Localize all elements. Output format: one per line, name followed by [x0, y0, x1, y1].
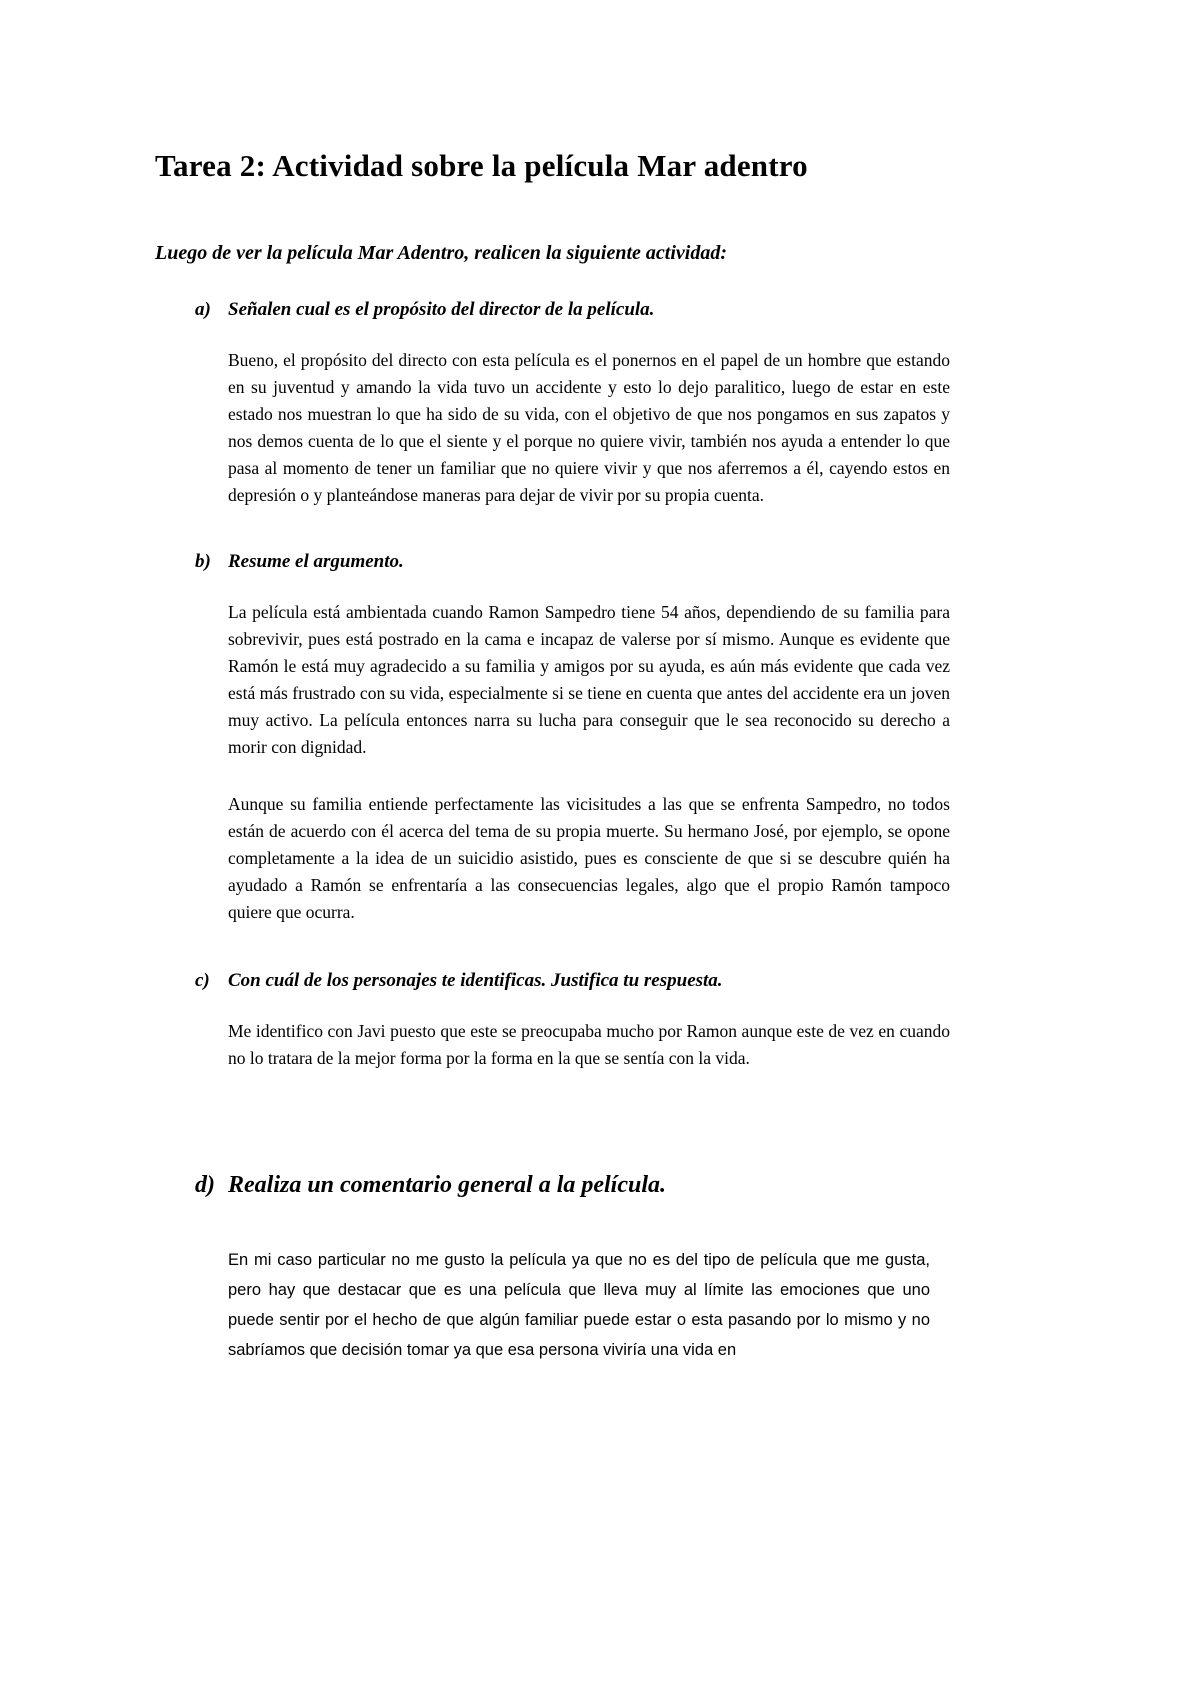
item-d-heading: Realiza un comentario general a la película.	[228, 1172, 667, 1198]
item-d-paragraph: En mi caso particular no me gusto la película ya que no es del tipo de película que me gusta, pero hay que destacar que es una película que lleva muy al límite las emociones que uno puede sentir por el hecho de que algún familiar puede estar o esta pasando por lo mismo y no sabríamos que decisión tomar ya que esa persona viviría una vida en	[228, 1251, 930, 1359]
item-c-heading-row	[155, 970, 960, 992]
item-b-label: b)	[195, 551, 211, 572]
item-b-paragraph-1: La película está ambientada cuando Ramon Sampedro tiene 54 años, dependiendo de su familia para sobrevivir, pues está postrado en la cama e incapaz de valerse por sí mismo. Aunque es evidente que Ramón le está muy agradecido a su familia y amigos por su ayuda, es aún más evidente que cada vez está más frustrado con su vida, especialmente si se tiene en cuenta que antes del accidente era un joven muy activo. La película entonces narra su lucha para conseguir que le sea reconocido su derecho a morir con dignidad.	[228, 602, 950, 757]
item-c	[155, 970, 960, 1072]
item-c-label: c)	[195, 970, 210, 991]
item-d-label: d)	[195, 1172, 215, 1198]
item-a-label: a)	[195, 299, 211, 320]
item-b-paragraph-2: Aunque su familia entiende perfectamente las vicisitudes a las que se enfrenta Sampedro, no todos están de acuerdo con él acerca del tema de su propia muerte. Su hermano José, por ejemplo, se opone completamente a la idea de un suicidio asistido, pues es consciente de que si se descubre quién ha ayudado a Ramón se enfrentaría a las consecuencias legales, algo que el propio Ramón tampoco quiere que ocurra.	[228, 794, 950, 922]
spacer	[155, 539, 960, 551]
item-a-heading-row	[155, 299, 960, 321]
item-d	[155, 1172, 960, 1365]
item-a-heading: Señalen cual es el propósito del director de la película.	[228, 299, 655, 320]
item-a-paragraph: Bueno, el propósito del directo con esta película es el ponernos en el papel de un hombre que estando en su juventud y amando la vida tuvo un accidente y esto lo dejo paralitico, luego de estar en este estado nos muestran lo que ha sido de su vida, con el objetivo de que nos pongamos en sus zapatos y nos demos cuenta de lo que el siente y el porque no quiere vivir, también nos ayuda a entender lo que pasa al momento de tener un familiar que no quiere vivir y que nos aferremos a él, cayendo estos en depresión o y planteándose maneras para dejar de vivir por su propia cuenta.	[228, 350, 950, 505]
spacer	[155, 956, 960, 970]
assignment-title: Tarea 2: Actividad sobre la película Mar adentro	[155, 148, 808, 183]
item-b-heading-row	[155, 551, 960, 573]
item-c-heading: Con cuál de los personajes te identificas. Justifica tu respuesta.	[228, 970, 723, 991]
assignment-intro: Luego de ver la película Mar Adentro, realicen la siguiente actividad:	[155, 242, 727, 264]
item-c-paragraph: Me identifico con Javi puesto que este se preocupaba mucho por Ramon aunque este de vez en cuando no lo tratara de la mejor forma por la forma en la que se sentía con la vida.	[228, 1021, 950, 1068]
item-a	[155, 299, 960, 509]
item-b	[155, 551, 960, 926]
item-d-heading-row	[155, 1172, 960, 1199]
item-b-heading: Resume el argumento.	[228, 551, 404, 572]
